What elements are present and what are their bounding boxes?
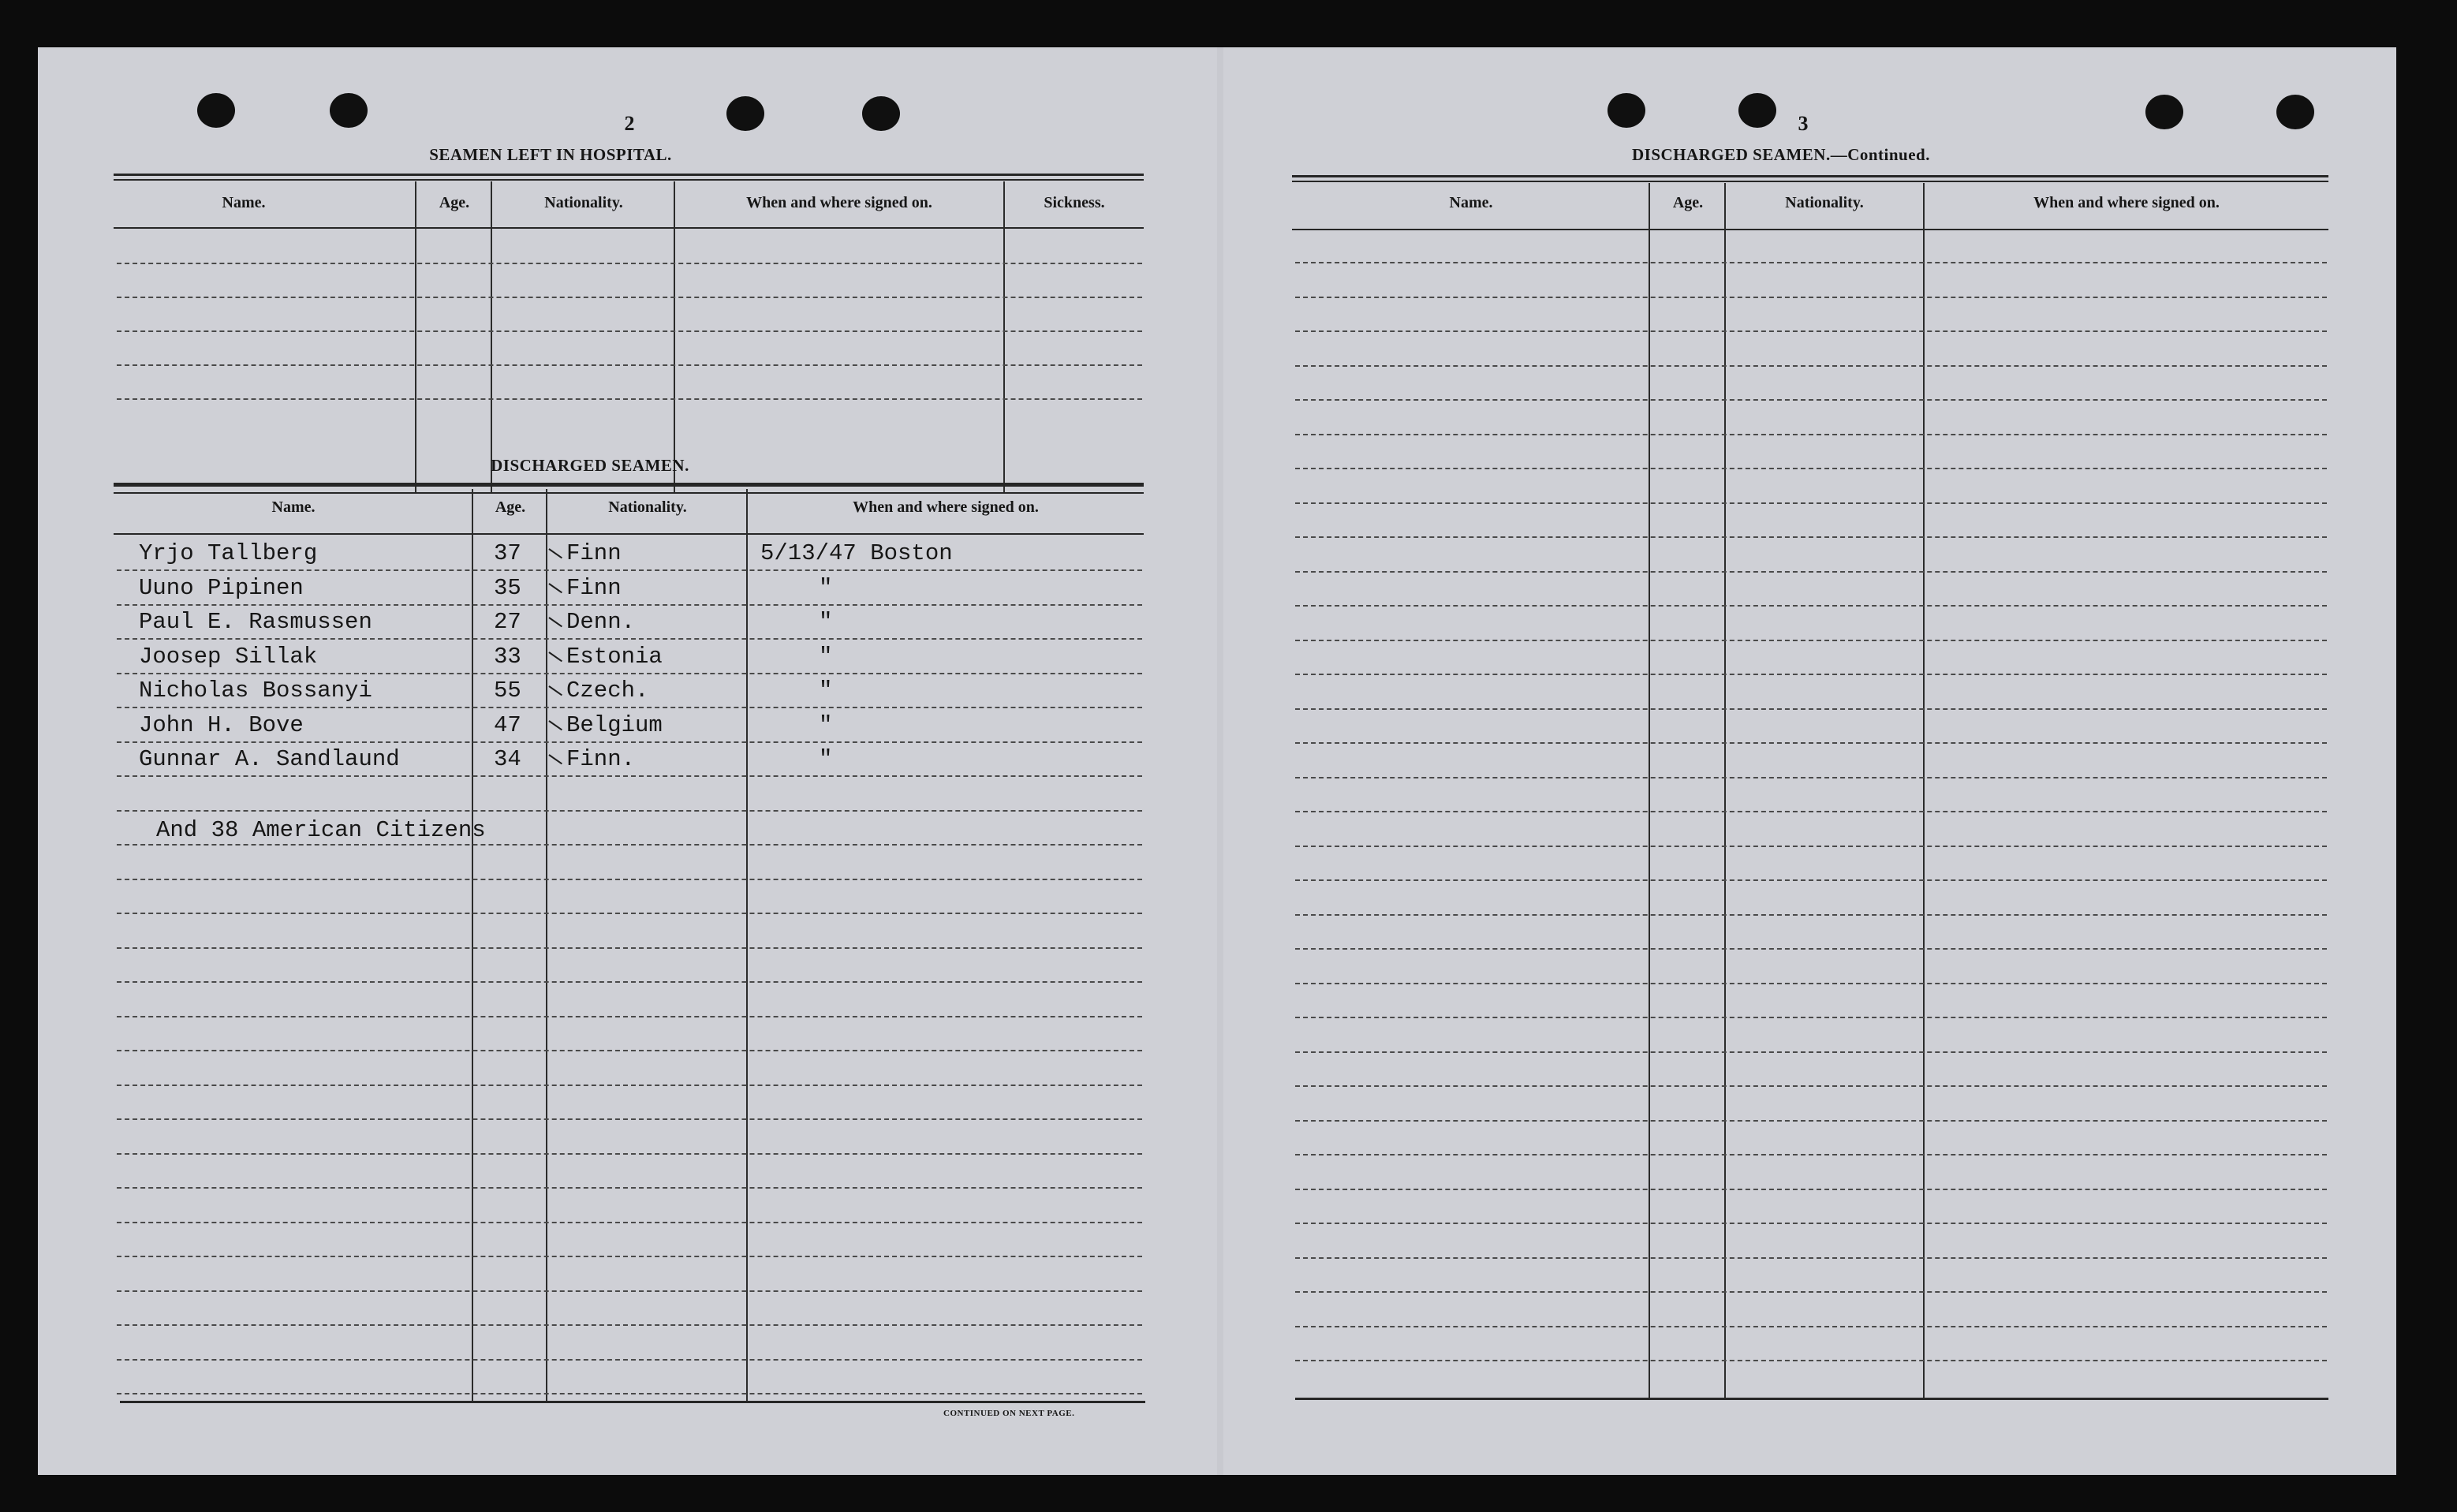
ruled-line bbox=[117, 263, 1142, 264]
document-sheet bbox=[38, 47, 2396, 1475]
seaman-nationality: Finn bbox=[566, 540, 622, 566]
ruled-line bbox=[117, 1050, 1142, 1051]
column-header-signed-on: When and where signed on. bbox=[853, 498, 1039, 516]
page-number: 2 bbox=[624, 112, 635, 135]
ruled-line bbox=[1295, 502, 2327, 504]
column-header-nationality: Nationality. bbox=[1785, 194, 1864, 211]
seaman-signed-on: " bbox=[819, 609, 833, 635]
seaman-age: 35 bbox=[494, 574, 521, 601]
seaman-name: Paul E. Rasmussen bbox=[139, 609, 372, 635]
ruled-line bbox=[117, 707, 1142, 708]
ruled-line bbox=[1295, 262, 2327, 263]
seaman-signed-on: " bbox=[819, 574, 833, 601]
ruled-line bbox=[117, 330, 1142, 332]
ruled-line bbox=[1295, 879, 2327, 881]
ruled-line bbox=[117, 1359, 1142, 1361]
ruled-line bbox=[1295, 674, 2327, 675]
ruled-line bbox=[1295, 777, 2327, 778]
ruled-line bbox=[117, 1290, 1142, 1292]
ruled-line bbox=[1295, 640, 2327, 641]
check-mark bbox=[548, 720, 562, 730]
seaman-signed-on: " bbox=[819, 643, 833, 670]
ruled-line bbox=[1295, 1051, 2327, 1053]
seaman-nationality: Belgium bbox=[566, 711, 663, 738]
ruled-line bbox=[1295, 571, 2327, 573]
ruled-line bbox=[117, 947, 1142, 949]
ruled-line bbox=[1295, 948, 2327, 950]
ruled-line bbox=[1295, 1017, 2327, 1018]
ruled-line bbox=[1295, 365, 2327, 367]
discharged-section-title: DISCHARGED SEAMEN. bbox=[491, 456, 689, 475]
ruled-line bbox=[117, 775, 1142, 777]
seaman-name: Uuno Pipinen bbox=[139, 574, 304, 601]
seaman-nationality: Finn. bbox=[566, 746, 636, 772]
ruled-line bbox=[117, 364, 1142, 366]
ruled-line bbox=[117, 981, 1142, 983]
ruled-line bbox=[1295, 811, 2327, 812]
seaman-nationality: Estonia bbox=[566, 643, 663, 670]
ruled-line bbox=[117, 810, 1142, 812]
ruled-line bbox=[117, 844, 1142, 846]
ruled-line bbox=[117, 638, 1142, 640]
ruled-line bbox=[1295, 1189, 2327, 1190]
ruled-line bbox=[117, 1324, 1142, 1326]
ruled-line bbox=[1295, 1291, 2327, 1293]
seaman-name: Gunnar A. Sandlaund bbox=[139, 746, 400, 772]
hospital-section-title: SEAMEN LEFT IN HOSPITAL. bbox=[429, 145, 672, 164]
ruled-line bbox=[1295, 708, 2327, 710]
discharged-continued-title: DISCHARGED SEAMEN.—Continued. bbox=[1632, 145, 1930, 164]
seaman-signed-on: " bbox=[819, 678, 833, 704]
ruled-line bbox=[117, 1256, 1142, 1257]
ruled-line bbox=[117, 1085, 1142, 1086]
check-mark bbox=[548, 617, 562, 627]
ruled-line bbox=[1295, 1120, 2327, 1122]
continued-footer: CONTINUED ON NEXT PAGE. bbox=[943, 1409, 1075, 1418]
seaman-age: 55 bbox=[494, 678, 521, 704]
ruled-line bbox=[1295, 914, 2327, 916]
ruled-line bbox=[117, 673, 1142, 674]
ruled-line bbox=[117, 741, 1142, 743]
ruled-line bbox=[117, 604, 1142, 606]
seaman-age: 37 bbox=[494, 540, 521, 566]
column-header-name: Name. bbox=[222, 194, 266, 211]
ruled-line bbox=[117, 1393, 1142, 1394]
column-header-name: Name. bbox=[1449, 194, 1493, 211]
ruled-line bbox=[1295, 1154, 2327, 1155]
ruled-line bbox=[117, 1153, 1142, 1155]
ruled-line bbox=[117, 569, 1142, 571]
column-header-nationality: Nationality. bbox=[608, 498, 687, 516]
punch-hole bbox=[2276, 95, 2314, 129]
ruled-line bbox=[1295, 742, 2327, 744]
ruled-line bbox=[1295, 297, 2327, 298]
ruled-line bbox=[1295, 468, 2327, 469]
column-header-age: Age. bbox=[439, 194, 470, 211]
check-mark bbox=[548, 548, 562, 558]
ruled-line bbox=[1295, 1326, 2327, 1327]
seaman-name: Joosep Sillak bbox=[139, 643, 318, 670]
punch-hole bbox=[1738, 93, 1776, 128]
punch-hole bbox=[197, 93, 235, 128]
ruled-line bbox=[1295, 536, 2327, 538]
check-mark bbox=[548, 651, 562, 662]
ruled-line bbox=[117, 297, 1142, 298]
ruled-line bbox=[117, 1187, 1142, 1189]
center-fold bbox=[1217, 47, 1223, 1475]
ruled-line bbox=[1295, 1257, 2327, 1259]
ruled-line bbox=[1295, 399, 2327, 401]
seaman-signed-on: " bbox=[819, 746, 833, 772]
punch-hole bbox=[1608, 93, 1645, 128]
punch-hole bbox=[330, 93, 368, 128]
column-header-name: Name. bbox=[271, 498, 316, 516]
ruled-line bbox=[117, 1118, 1142, 1120]
seaman-name: Yrjo Tallberg bbox=[139, 540, 318, 566]
seaman-signed-on: 5/13/47 Boston bbox=[760, 540, 953, 566]
seaman-age: 34 bbox=[494, 746, 521, 772]
ruled-line bbox=[117, 1016, 1142, 1017]
ruled-line bbox=[1295, 434, 2327, 435]
check-mark bbox=[548, 583, 562, 593]
ruled-line bbox=[1295, 846, 2327, 847]
seaman-nationality: Denn. bbox=[566, 609, 636, 635]
page-number: 3 bbox=[1798, 112, 1809, 135]
seaman-age: 47 bbox=[494, 711, 521, 738]
american-citizens-note: And 38 American Citizens bbox=[156, 817, 486, 843]
column-header-nationality: Nationality. bbox=[544, 194, 623, 211]
column-header-sickness: Sickness. bbox=[1044, 194, 1105, 211]
punch-hole bbox=[862, 96, 900, 131]
seaman-age: 33 bbox=[494, 643, 521, 670]
seaman-name: John H. Bove bbox=[139, 711, 304, 738]
ruled-line bbox=[1295, 1085, 2327, 1087]
ruled-line bbox=[1295, 983, 2327, 984]
seaman-name: Nicholas Bossanyi bbox=[139, 678, 372, 704]
ruled-line bbox=[117, 398, 1142, 400]
ruled-line bbox=[117, 879, 1142, 880]
ruled-line bbox=[1295, 605, 2327, 607]
column-header-signed-on: When and where signed on. bbox=[746, 194, 932, 211]
seaman-age: 27 bbox=[494, 609, 521, 635]
punch-hole bbox=[2145, 95, 2183, 129]
ruled-line bbox=[1295, 1223, 2327, 1224]
check-mark bbox=[548, 685, 562, 696]
seaman-nationality: Finn bbox=[566, 574, 622, 601]
ruled-line bbox=[1295, 1360, 2327, 1361]
ruled-line bbox=[1295, 330, 2327, 332]
seaman-nationality: Czech. bbox=[566, 678, 649, 704]
check-mark bbox=[548, 754, 562, 764]
seaman-signed-on: " bbox=[819, 711, 833, 738]
ruled-line bbox=[117, 913, 1142, 914]
ruled-line bbox=[117, 1222, 1142, 1223]
column-header-age: Age. bbox=[1672, 194, 1704, 211]
column-header-signed-on: When and where signed on. bbox=[2033, 194, 2220, 211]
punch-hole bbox=[726, 96, 764, 131]
column-header-age: Age. bbox=[495, 498, 526, 516]
